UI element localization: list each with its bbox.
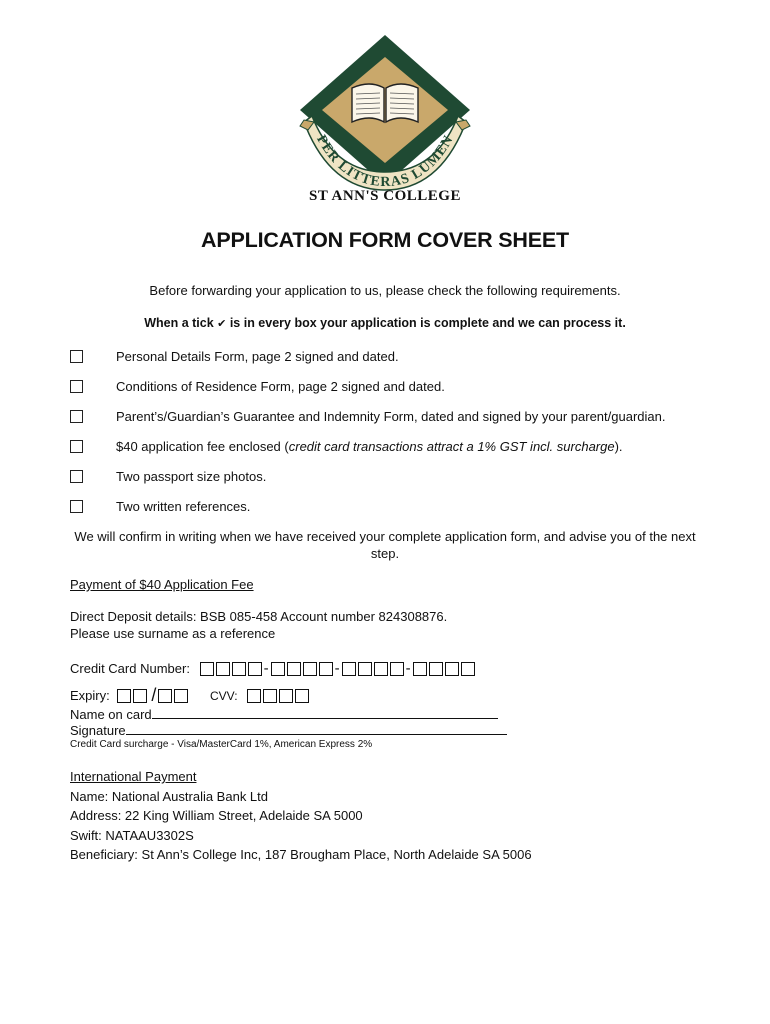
payment-heading: Payment of $40 Application Fee [70, 577, 254, 592]
college-name: ST ANN'S COLLEGE [309, 188, 461, 204]
cc-digit-box[interactable] [429, 662, 443, 676]
cc-digit-box[interactable] [200, 662, 214, 676]
cc-digit-box[interactable] [342, 662, 356, 676]
bank-address: Address: 22 King William Street, Adelaide SA 5000 [70, 808, 363, 823]
signature-row [70, 722, 507, 738]
swift-code: Swift: NATAAU3302S [70, 828, 194, 843]
checkbox[interactable] [70, 470, 83, 483]
cc-digit-box[interactable] [374, 662, 388, 676]
bank-name: Name: National Australia Bank Ltd [70, 789, 268, 804]
credit-card-number-label: Credit Card Number: [70, 661, 190, 677]
checkbox[interactable] [70, 350, 83, 363]
expiry-separator: / [151, 685, 157, 705]
checklist-item-written-references [70, 497, 730, 527]
checklist-item-guarantee-form [70, 407, 730, 437]
checklist-label: Parent’s/Guardian’s Guarantee and Indemnity Form, dated and signed by your parent/guardian. [116, 409, 666, 424]
cvv-digit-box[interactable] [247, 689, 261, 703]
page-title: APPLICATION FORM COVER SHEET [201, 228, 569, 252]
confirmation-text: We will confirm in writing when we have received your complete application form, and advise you of the next step. [74, 529, 696, 561]
cvv-digit-box[interactable] [263, 689, 277, 703]
checkbox[interactable] [70, 410, 83, 423]
checklist-item-conditions-of-residence [70, 377, 730, 407]
checklist-item-passport-photos [70, 467, 730, 497]
checklist-item-application-fee [70, 437, 730, 467]
cc-separator: - [334, 660, 340, 678]
expiry-year-box[interactable] [158, 689, 172, 703]
cc-digit-box[interactable] [390, 662, 404, 676]
cc-digit-box[interactable] [358, 662, 372, 676]
credit-card-number-row [70, 660, 477, 677]
surcharge-note: Credit Card surcharge - Visa/MasterCard 1%, American Express 2% [70, 739, 373, 750]
college-crest-logo [290, 30, 480, 210]
checklist-label: Personal Details Form, page 2 signed and dated. [116, 349, 399, 364]
name-on-card-field[interactable] [152, 706, 498, 719]
cvv-digit-box[interactable] [295, 689, 309, 703]
cvv-digit-box[interactable] [279, 689, 293, 703]
expiry-label: Expiry: [70, 688, 110, 703]
checklist-label: Conditions of Residence Form, page 2 signed and dated. [116, 379, 445, 394]
signature-label: Signature [70, 723, 126, 738]
direct-deposit-details: Direct Deposit details: BSB 085-458 Account number 824308876. [70, 609, 448, 624]
cc-digit-box[interactable] [461, 662, 475, 676]
crest-motto: PER LITTERAS LUMEN [313, 132, 457, 191]
expiry-year-box[interactable] [174, 689, 188, 703]
intro-text: Before forwarding your application to us, please check the following requirements. [149, 283, 621, 298]
beneficiary: Beneficiary: St Ann’s College Inc, 187 Brougham Place, North Adelaide SA 5006 [70, 847, 532, 862]
cc-digit-box[interactable] [287, 662, 301, 676]
checklist-label: Two passport size photos. [116, 469, 267, 484]
checklist-label: Two written references. [116, 499, 251, 514]
checkbox[interactable] [70, 380, 83, 393]
tick-icon: ✔ [217, 318, 227, 330]
cc-digit-box[interactable] [232, 662, 246, 676]
cc-separator: - [405, 660, 411, 678]
international-heading: International Payment [70, 769, 197, 784]
cc-digit-box[interactable] [248, 662, 262, 676]
expiry-cvv-row [70, 685, 311, 706]
cc-digit-box[interactable] [271, 662, 285, 676]
checkbox[interactable] [70, 500, 83, 513]
cc-digit-box[interactable] [319, 662, 333, 676]
cc-digit-box[interactable] [413, 662, 427, 676]
cvv-label: CVV: [210, 688, 238, 703]
name-on-card-row [70, 706, 498, 722]
signature-field[interactable] [126, 722, 507, 735]
requirements-checklist [70, 347, 730, 527]
cc-separator: - [263, 660, 269, 678]
cc-digit-box[interactable] [303, 662, 317, 676]
cc-digit-box[interactable] [445, 662, 459, 676]
checklist-item-personal-details [70, 347, 730, 377]
cc-digit-box[interactable] [216, 662, 230, 676]
expiry-month-box[interactable] [133, 689, 147, 703]
checkbox[interactable] [70, 440, 83, 453]
expiry-month-box[interactable] [117, 689, 131, 703]
tick-instruction: When a tick ✔ is in every box your application is complete and we can process it. [144, 316, 626, 330]
reference-note: Please use surname as a reference [70, 626, 276, 641]
checklist-label: $40 application fee enclosed (credit card transactions attract a 1% GST incl. surcharge). [116, 439, 623, 454]
name-on-card-label: Name on card [70, 707, 152, 722]
